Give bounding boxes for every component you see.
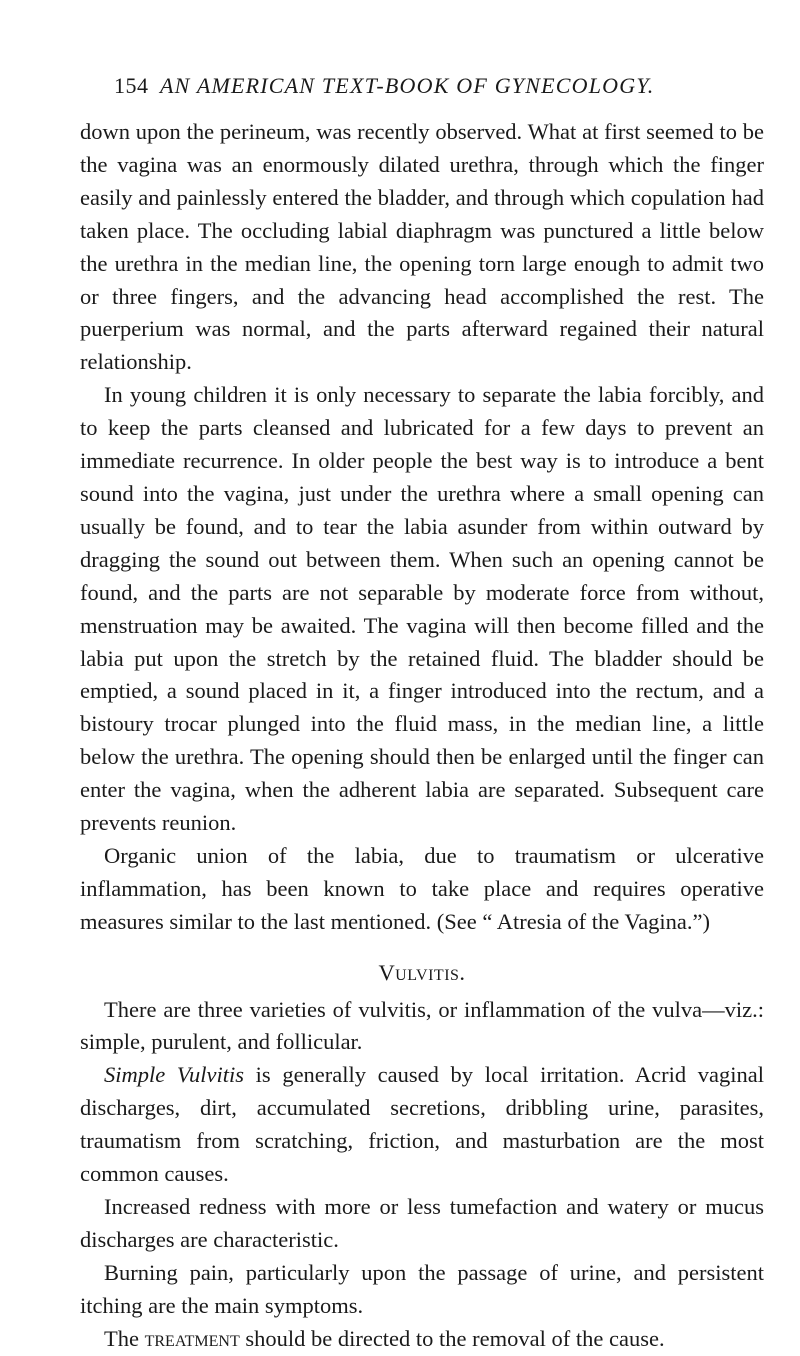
treatment-text: should be directed to the removal of the cause. (239, 1325, 665, 1351)
running-title: AN AMERICAN TEXT-BOOK OF GYNECOLOGY. (160, 73, 655, 98)
section-heading: Vulvitis. (378, 959, 466, 985)
simple-vulvitis-text: is generally caused by local irritation. Acrid vaginal discharges, dirt, accumulated secretions, dribbling urine, parasites, traumatism from scratching, friction, and masturbation are the most common causes. (80, 1062, 764, 1187)
body-text (80, 116, 764, 1356)
paragraph-treatment (80, 1323, 764, 1356)
paragraph-simple-vulvitis (80, 1059, 764, 1191)
paragraph-symptoms: Burning pain, particularly upon the passage of urine, and persistent itching are the main symptoms. (80, 1259, 764, 1318)
running-head (114, 72, 764, 100)
term-treatment: treatment (144, 1325, 240, 1351)
term-simple-vulvitis: Simple Vulvitis (104, 1062, 244, 1088)
paragraph-separation-method: In young children it is only necessary to separate the labia forcibly, and to keep the parts cleansed and lubricated for a few days to prevent an immediate recurrence. In older people the best way is to introduce a bent sound into the vagina, just under the urethra where a small opening can usually be found, and to tear the labia asunder from within outward by dragging the sound out between them. When such an opening cannot be found, and the parts are not separable by moderate force from without, menstruation may be awaited. The vagina will then become filled and the labia put upon the stretch by the retained fluid. The bladder should be emptied, a sound placed in it, a finger introduced into the rectum, and a bistoury trocar plunged into the fluid mass, in the median line, a little below the urethra. The opening should then be enlarged until the finger can enter the vagina, when the adherent labia are separated. Subsequent care prevents reunion. (80, 382, 764, 836)
paragraph-varieties: There are three varieties of vulvitis, or inflammation of the vulva—viz.: simple, purulent, and follicular. (80, 996, 764, 1055)
treatment-lead: The (104, 1325, 145, 1351)
page-number: 154 (114, 73, 149, 98)
paragraph-organic-union: Organic union of the labia, due to traumatism or ulcerative inflammation, has been known to take place and requires operative measures similar to the last mentioned. (See “ Atresia of the Vagina.”) (80, 842, 764, 934)
paragraph-continued: down upon the perineum, was recently observed. What at first seemed to be the vagina was an enormously dilated urethra, through which the finger easily and painlessly entered the bladder, and through which copulation had taken place. The occluding labial diaphragm was punctured a little below the urethra in the median line, the opening torn large enough to admit two or three fingers, and the advancing head accomplished the rest. The puerperium was normal, and the parts afterward regained their natural relationship. (80, 119, 764, 375)
paragraph-characteristics: Increased redness with more or less tumefaction and watery or mucus discharges are characteristic. (80, 1194, 764, 1252)
